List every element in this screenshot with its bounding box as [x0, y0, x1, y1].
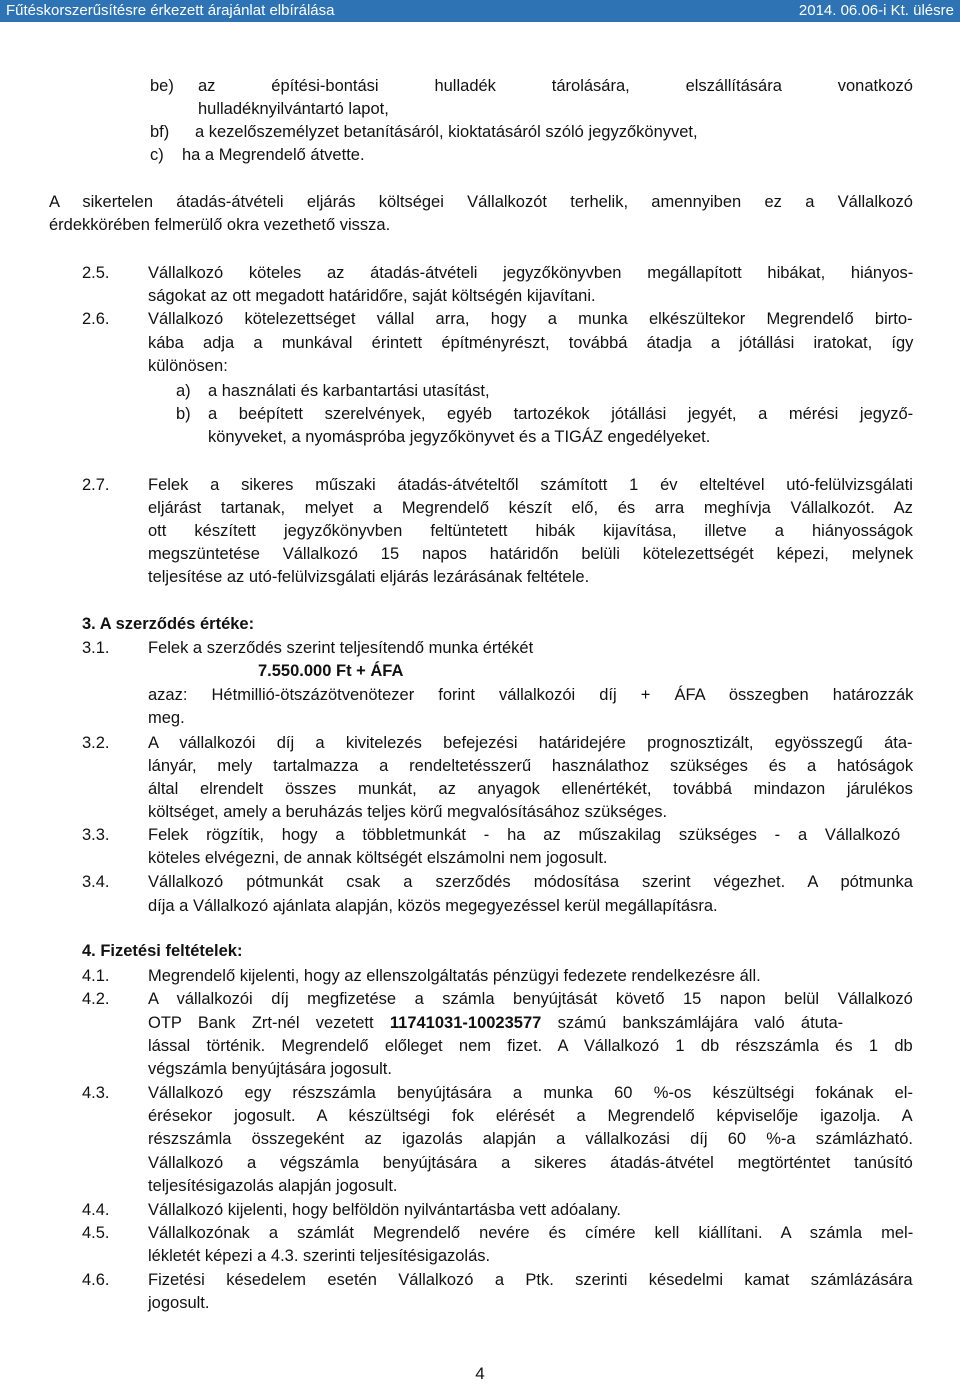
section-2-6-line-3: különösen:: [148, 357, 228, 375]
header-title: Fűtéskorszerűsítésre érkezett árajánlat elbírálása: [6, 2, 335, 19]
section-4-4-number: 4.4.: [82, 1201, 110, 1219]
contract-amount: 7.550.000 Ft + ÁFA: [258, 662, 404, 680]
section-2-6-b-line-2: könyveket, a nyomáspróba jegyzőkönyvet és a TIGÁZ engedélyeket.: [208, 428, 711, 446]
item-c-label: c): [150, 146, 164, 164]
section-4-3-number: 4.3.: [82, 1084, 110, 1102]
section-3-4-line-1: Vállalkozó pótmunkát csak a szerződés módosítása szerint végezhet. A pótmunka: [148, 873, 913, 891]
section-4-4-line-1: Vállalkozó kijelenti, hogy belföldön nyilvántartásba vett adóalany.: [148, 1201, 621, 1219]
page-header: [0, 0, 960, 22]
section-3-2-line-1: A vállalkozói díj a kivitelezés befejezési határidejére prognosztizált, egyösszegű áta-: [148, 734, 913, 752]
section-3-1-line-2: azaz: Hétmillió-ötszázötvenötezer forint vállalkozói díj + ÁFA összegben határozzák: [148, 686, 914, 704]
section-4-3-line-2: érésekor jogosult. A készültségi fok elérését a Megrendelő képviselője igazolja. A: [148, 1107, 913, 1125]
header-meeting-date: 2014. 06.06-i Kt. ülésre: [798, 2, 954, 19]
be-word: az: [198, 77, 216, 95]
line-text: számú bankszámlájára való átuta-: [541, 1014, 844, 1032]
section-2-6-b-line-1: a beépített szerelvények, egyéb tartozékok jótállási jegyét, a mérési jegyző-: [208, 405, 914, 423]
section-4-2-line-2: [148, 1012, 843, 1034]
section-4-1-line-1: Megrendelő kijelenti, hogy az ellenszolgáltatás pénzügyi fedezete rendelkezésre áll.: [148, 967, 761, 985]
item-be-label: be): [150, 77, 174, 95]
section-2-7-number: 2.7.: [82, 476, 110, 494]
section-2-6-b-label: b): [176, 405, 191, 423]
section-2-5-line-2: ságokat az ott megadott határidőre, saját költségén kijavítani.: [148, 287, 596, 305]
item-bf-text: a kezelőszemélyzet betanításáról, kioktatásáról szóló jegyzőkönyvet,: [195, 123, 698, 141]
section-3-1-line-3: meg.: [148, 709, 185, 727]
section-2-7-line-2: eljárást tartanak, melyet a Megrendelő készít elő, és arra meghívja Vállalkozót. Az: [148, 499, 913, 517]
be-word: hulladék: [434, 77, 496, 95]
section-2-6-a-text: a használati és karbantartási utasítást,: [208, 382, 490, 400]
bank-account-number: 11741031-10023577: [389, 1014, 542, 1032]
section-3-2-number: 3.2.: [82, 734, 110, 752]
section-2-6-line-2: kába adja a munkával érintett építményrészt, továbbá átadja a jótállási iratokat, így: [148, 334, 914, 352]
section-4-3-line-3: részszámla összegeként az igazolás alapján a vállalkozási díj 60 %-a számlázható.: [148, 1130, 913, 1148]
section-4-3-line-5: teljesítésigazolás alapján jogosult.: [148, 1177, 398, 1195]
section-3-3-line-2: köteles elvégezni, de annak költségét elszámolni nem jogosult.: [148, 849, 608, 867]
section-3-4-line-2: díja a Vállalkozó ajánlata alapján, közös megegyezéssel kerül megállapításra.: [148, 897, 718, 915]
section-3-3-number: 3.3.: [82, 826, 110, 844]
section-3-2-line-4: költséget, amely a beruházás teljes körű megvalósításához szükséges.: [148, 803, 668, 821]
section-3-2-line-2: lányár, mely tartalmazza a rendeltetésszerű használathoz szükséges és a hatóságok: [148, 757, 914, 775]
section-4-2-line-4: végszámla benyújtására jogosult.: [148, 1060, 392, 1078]
section-2-7-line-3: ott készített jegyzőkönyvben feltüntetett hibák kijavítása, illetve a hiányosságok: [148, 522, 913, 540]
be-word: építési-bontási: [271, 77, 379, 95]
section-3-title: 3. A szerződés értéke:: [82, 615, 255, 633]
section-4-3-line-4: Vállalkozó a végszámla benyújtására a sikeres átadás-átvétel megtörténtet tanúsító: [148, 1154, 913, 1172]
item-bf-label: bf): [150, 123, 170, 141]
section-3-1-line-1: Felek a szerződés szerint teljesítendő munka értékét: [148, 639, 534, 657]
section-3-3-line-1: Felek rögzítik, hogy a többletmunkát - ha az műszakilag szükséges - a Vállalkozó: [148, 826, 901, 844]
section-4-6-line-2: jogosult.: [148, 1294, 210, 1312]
section-3-1-number: 3.1.: [82, 639, 110, 657]
page-number: 4: [475, 1364, 485, 1383]
section-2-7-line-4: megszüntetése Vállalkozó 15 napos határidőn belüli kötelezettségét képezi, melynek: [148, 545, 914, 563]
item-be-line-1: [198, 75, 913, 97]
section-4-5-line-1: Vállalkozónak a számlát Megrendelő nevére és címére kell kiállítani. A számla mel-: [148, 1224, 914, 1242]
section-2-6-line-1: Vállalkozó kötelezettséget vállal arra, hogy a munka elkészültekor Megrendelő birto-: [148, 310, 913, 328]
section-2-7-line-5: teljesítése az utó-felülvizsgálati eljárás lezárásának feltétele.: [148, 568, 590, 586]
section-4-6-line-1: Fizetési késedelem esetén Vállalkozó a Ptk. szerinti késedelmi kamat számlázására: [148, 1271, 913, 1289]
section-2-5-number: 2.5.: [82, 264, 110, 282]
section-4-3-line-1: Vállalkozó egy részszámla benyújtására a munka 60 %-os készültségi fokának el-: [148, 1084, 913, 1102]
be-word: elszállítására: [685, 77, 782, 95]
section-4-5-line-2: lékletét képezi a 4.3. szerinti teljesítésigazolás.: [148, 1247, 491, 1265]
section-4-6-number: 4.6.: [82, 1271, 110, 1289]
para-1-line-1: A sikertelen átadás-átvételi eljárás költségei Vállalkozót terhelik, amennyiben ez a Vállalkozó: [49, 193, 913, 211]
section-3-4-number: 3.4.: [82, 873, 110, 891]
section-4-title: 4. Fizetési feltételek:: [82, 942, 243, 960]
section-4-2-line-1: A vállalkozói díj megfizetése a számla benyújtását követő 15 napon belül Vállalkozó: [148, 990, 913, 1008]
be-word: tárolására,: [551, 77, 630, 95]
section-4-2-number: 4.2.: [82, 990, 110, 1008]
be-word: vonatkozó: [837, 77, 913, 95]
section-2-6-number: 2.6.: [82, 310, 110, 328]
section-2-5-line-1: Vállalkozó köteles az átadás-átvételi jegyzőkönyvben megállapított hibákat, hiányos-: [148, 264, 914, 282]
section-2-7-line-1: Felek a sikeres műszaki átadás-átvételtől számított 1 év elteltével utó-felülvizsgálati: [148, 476, 913, 494]
section-3-2-line-3: által elrendelt összes munkát, az anyagok ellenértékét, továbbá mindazon járulékos: [148, 780, 913, 798]
line-text: OTP Bank Zrt-nél vezetett: [148, 1014, 390, 1032]
item-c-text: ha a Megrendelő átvette.: [182, 146, 365, 164]
section-4-5-number: 4.5.: [82, 1224, 110, 1242]
section-2-6-a-label: a): [176, 382, 191, 400]
section-4-1-number: 4.1.: [82, 967, 110, 985]
item-be-line-2: hulladéknyilvántartó lapot,: [198, 100, 389, 118]
para-1-line-2: érdekkörében felmerülő okra vezethető vissza.: [49, 216, 391, 234]
section-4-2-line-3: lással történik. Megrendelő előleget nem fizet. A Vállalkozó 1 db részszámla és 1 db: [148, 1037, 913, 1055]
